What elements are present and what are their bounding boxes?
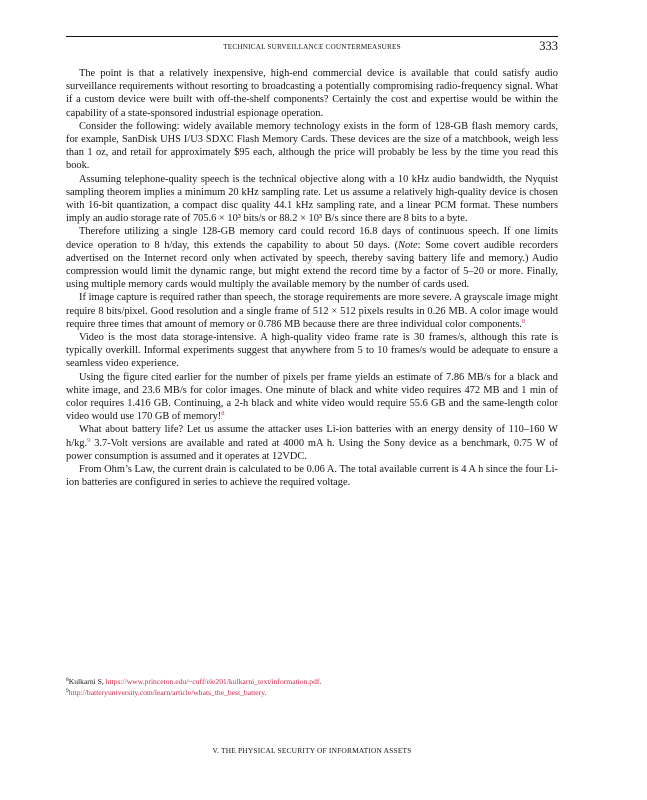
- paragraph-text: Therefore utilizing a single 128-GB memory card could record 16.8 days of continuous speech. If one limits device operation to 8 h/day, this extends the capability to about 50 days. (: [66, 226, 558, 251]
- footnote-period: .: [264, 688, 267, 697]
- footnote-mark: 9: [66, 688, 69, 694]
- running-head: TECHNICAL SURVEILLANCE COUNTERMEASURES: [223, 43, 401, 51]
- header-rule: [66, 36, 558, 37]
- footnote-link[interactable]: https://www.princeton.edu/~cuff/ele201/kulkarni_text/information.pdf: [105, 677, 320, 686]
- footnote-mark: 8: [66, 677, 69, 683]
- footnote-9: [66, 687, 558, 698]
- paragraph: [66, 291, 558, 331]
- running-footer: V. THE PHYSICAL SECURITY OF INFORMATION ASSETS: [212, 746, 412, 755]
- paragraph-text: 3.7-Volt versions are available and rated at 4000 mA h. Using the Sony device as a benchmark, 0.75 W of power consumption is assumed and it operates at 12VDC.: [66, 437, 558, 462]
- paragraph: [66, 423, 558, 463]
- footnote-ref[interactable]: 8: [221, 410, 225, 418]
- paragraph: [66, 225, 558, 291]
- paragraph: Video is the most data storage-intensive. A high-quality video frame rate is 30 frames/s, although this rate is typically overkill. Informal experiments suggest that anywhere from 5 to 10 frames/s would be adequate to ensure a seamless video experience.: [66, 332, 558, 370]
- paragraph-text: : Some covert audible recorders advertised on the Internet record only when activated by speech, thereby saving battery life and memory.) Audio compression would limit the dynamic range, but might extend the record time by a factor of 5–20 or more. Finally, using multiple memory cards would multiply the available memory by the number of cards used.: [66, 239, 558, 291]
- page-header: [66, 41, 558, 55]
- footnote-period: .: [319, 677, 322, 686]
- paragraph: Consider the following: widely available memory technology exists in the form of 128-GB flash memory cards, for example, SanDisk UHS I/U3 SDXC Flash Memory Cards. These devices are the size of a matchbook, weigh less than 1 oz, and retail for approximately $95 each, although the price will probably be less by the time you read this book.: [66, 120, 558, 172]
- footnotes: [66, 676, 558, 698]
- paragraph: [66, 371, 558, 424]
- footnote-link[interactable]: http://batteryuniversity.com/learn/article/whats_the_best_battery: [68, 688, 265, 697]
- paragraph-text: What about battery life? Let us assume the attacker uses Li-ion batteries with an energy density of 110–160 W h/kg.: [66, 424, 558, 449]
- page-number: 333: [539, 39, 558, 53]
- footnote-8: [66, 676, 558, 687]
- footnote-ref[interactable]: 8: [521, 317, 526, 325]
- paragraph: From Ohm’s Law, the current drain is calculated to be 0.06 A. The total available current is 4 A h since the four Li-ion batteries are configured in series to achieve the required voltage.: [66, 464, 558, 489]
- paragraph: The point is that a relatively inexpensive, high-end commercial device is available that could satisfy audio surveillance requirements without resorting to broadcasting a potentially compromising radio-frequency signal. What if a custom device were built with off-the-shelf components? Certainly the cost and expertise would be within the capability of a state-sponsored industrial espionage operation.: [66, 68, 558, 119]
- footnote-text: Kulkarni S,: [68, 677, 106, 686]
- paragraph: Assuming telephone-quality speech is the technical objective along with a 10 kHz audio bandwidth, the Nyquist sampling theorem implies a minimum 20 kHz sampling rate. Let us assume a relatively high-quality device is chosen with 16-bit quantization, a compact disc quality 44.1 kHz sampling rate, and a linear PCM format. These numbers imply an audio storage rate of 705.6 × 10³ bits/s or 88.2 × 10³ B/s since there are 8 bits to a byte.: [66, 173, 558, 225]
- paragraph-text: If image capture is required rather than speech, the storage requirements are more severe. A grayscale image might require 8 bits/pixel. Good resolution and a single frame of 512 × 512 pixels results in 0.26 MB. A color image would require three times that amount of memory or 0.786 MB because there are three individual color components.: [66, 292, 558, 330]
- note-label: Note: [398, 239, 418, 251]
- body-text: [66, 67, 558, 490]
- paragraph-text: Using the figure cited earlier for the number of pixels per frame yields an estimate of 7.86 MB/s for a black and white image, and 23.6 MB/s for color images. One minute of black and white video requires 472 MB and 1 min of color requires 1.416 GB. Continuing, a 2-h black and white video would require 55.6 GB and the same-length color video would use 170 GB of memory!: [66, 371, 558, 423]
- footnote-ref[interactable]: 9: [87, 436, 91, 444]
